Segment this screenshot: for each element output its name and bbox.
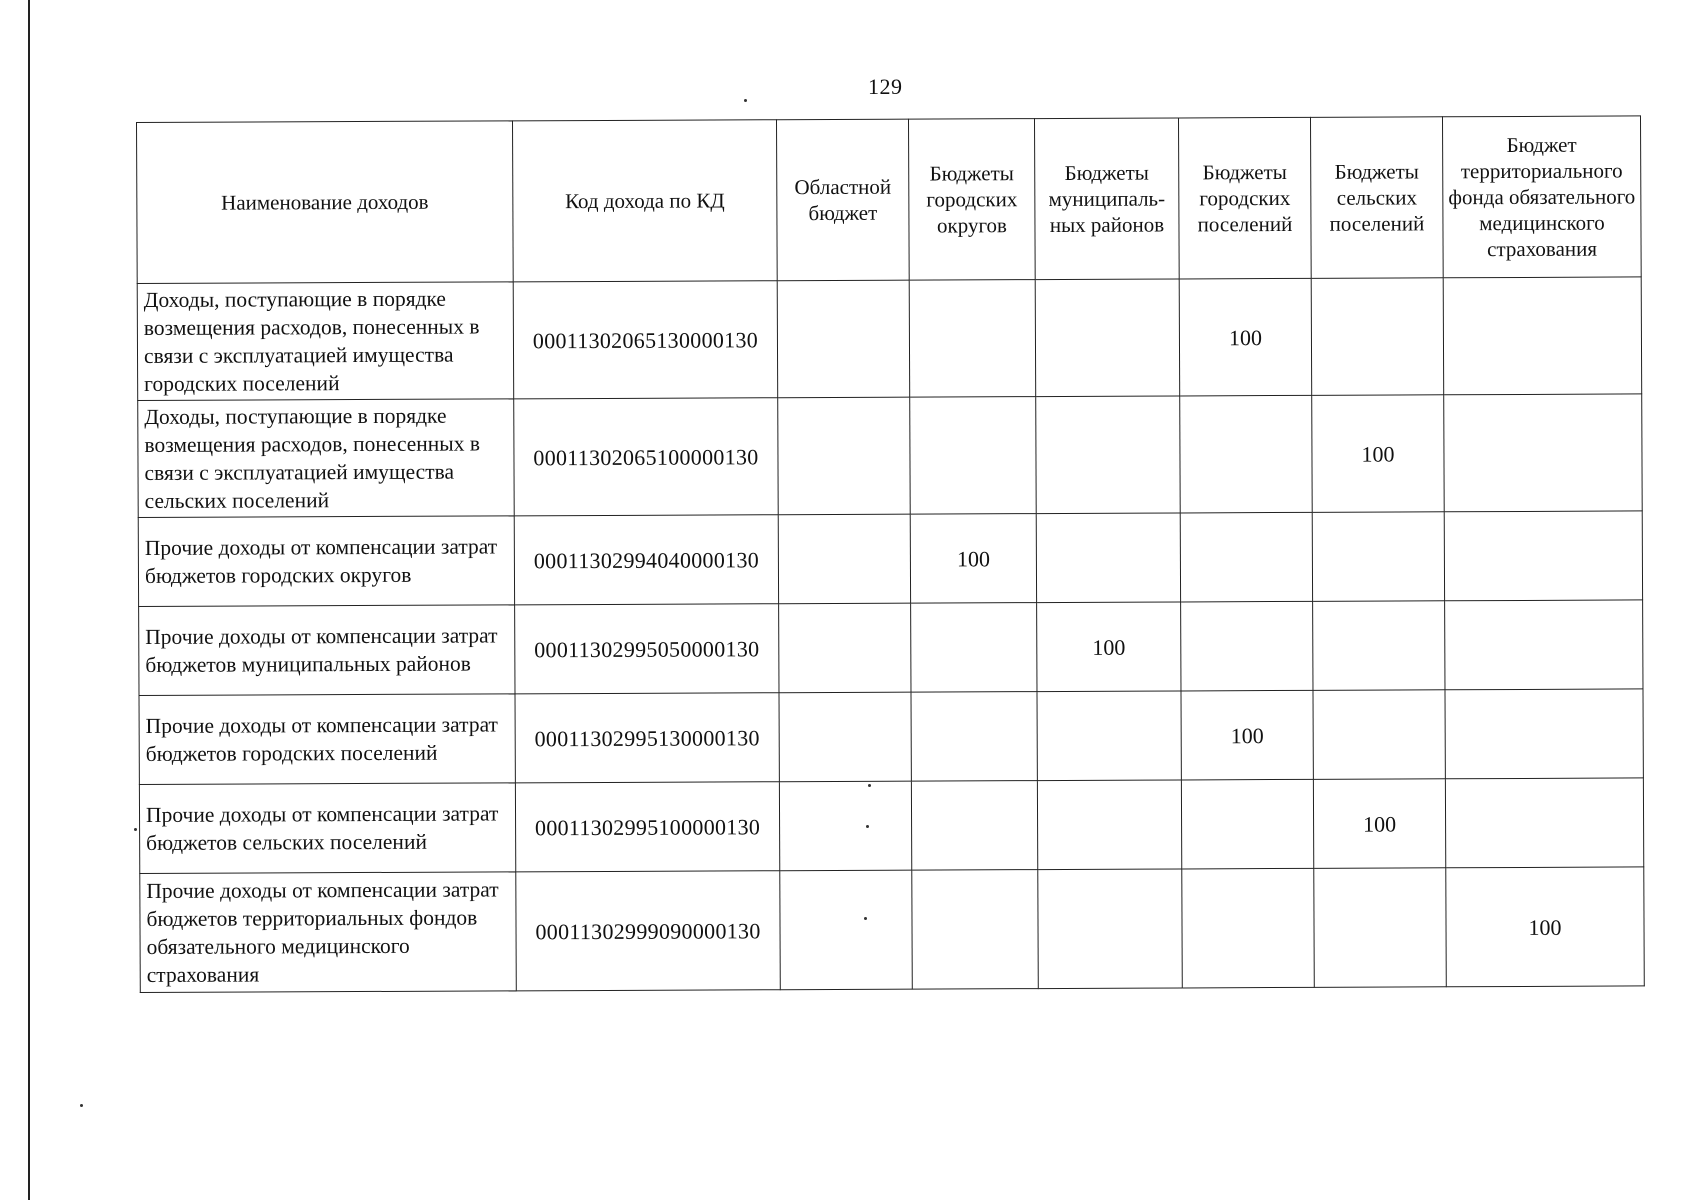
revenue-name-cell: Прочие доходы от компенсации затрат бюджетов территориальных фондов обязательного медицинского страхования [140, 872, 517, 993]
health-fund-cell [1445, 778, 1643, 868]
regional-budget-cell [779, 603, 911, 693]
regional-budget-cell [778, 397, 911, 515]
urban-settlement-cell [1182, 868, 1315, 988]
health-fund-cell [1443, 277, 1642, 395]
revenue-distribution-table [136, 115, 1645, 993]
city-district-cell [912, 870, 1039, 990]
revenue-name-cell: Доходы, поступающие в порядке возмещения расходов, понесенных в связи с эксплуатацией имущества городских поселений [137, 282, 514, 401]
page-number: 129 [868, 74, 903, 99]
health-fund-cell [1445, 689, 1643, 779]
header-rural-settlement-budgets: Бюджеты сельских поселений [1310, 117, 1443, 279]
revenue-name-cell: Прочие доходы от компенсации затрат бюджетов сельских поселений [139, 783, 515, 874]
urban-settlement-cell [1181, 779, 1313, 869]
regional-budget-cell [778, 514, 910, 604]
municipal-district-cell [1037, 691, 1181, 781]
revenue-code-cell: 00011302065130000130 [513, 281, 778, 399]
urban-settlement-cell [1180, 395, 1313, 513]
revenue-code-cell: 00011302065100000130 [514, 398, 779, 516]
scan-speck [80, 1104, 83, 1107]
table-row [137, 277, 1641, 401]
regional-budget-cell [780, 870, 913, 990]
scan-speck [744, 99, 747, 102]
municipal-district-cell [1036, 513, 1180, 603]
table-row [138, 394, 1642, 518]
table-row [140, 867, 1645, 993]
table-row [139, 689, 1643, 785]
municipal-district-cell [1038, 869, 1183, 989]
urban-settlement-cell [1181, 601, 1313, 691]
urban-settlement-cell [1180, 512, 1312, 602]
revenue-code-cell: 00011302995130000130 [515, 693, 779, 783]
urban-settlement-cell: 100 [1179, 278, 1312, 396]
regional-budget-cell [779, 781, 911, 871]
revenue-code-cell: 00011302995100000130 [515, 782, 779, 872]
table-row [139, 600, 1643, 696]
table-row [139, 778, 1643, 874]
revenue-code-cell: 00011302995050000130 [515, 604, 779, 694]
header-revenue-name: Наименование доходов [137, 121, 514, 284]
rural-settlement-cell [1313, 601, 1445, 691]
rural-settlement-cell: 100 [1312, 395, 1445, 513]
urban-settlement-cell: 100 [1181, 690, 1313, 780]
city-district-cell [911, 692, 1037, 782]
scan-speck [134, 828, 137, 831]
municipal-district-cell [1035, 279, 1180, 397]
health-fund-cell [1444, 394, 1643, 512]
city-district-cell [911, 603, 1037, 693]
regional-budget-cell [777, 280, 910, 398]
municipal-district-cell: 100 [1037, 602, 1181, 692]
rural-settlement-cell [1314, 868, 1447, 988]
header-health-insurance-fund-budget: Бюджет территориального фонда обязательного медицинского страхования [1442, 116, 1641, 278]
rural-settlement-cell [1313, 690, 1445, 780]
header-urban-settlement-budgets: Бюджеты городских поселений [1178, 117, 1311, 279]
table-row [138, 511, 1642, 607]
health-fund-cell: 100 [1446, 867, 1645, 987]
municipal-district-cell [1037, 780, 1181, 870]
regional-budget-cell [779, 692, 911, 782]
health-fund-cell [1445, 600, 1643, 690]
city-district-cell [909, 280, 1036, 398]
revenue-code-cell: 00011302994040000130 [514, 515, 778, 605]
header-city-district-budgets: Бюджеты городских округов [908, 119, 1035, 281]
municipal-district-cell [1036, 396, 1181, 514]
city-district-cell: 100 [910, 514, 1036, 604]
header-municipal-district-budgets: Бюджеты муниципаль-ных районов [1034, 118, 1179, 280]
header-regional-budget: Областной бюджет [776, 119, 909, 281]
rural-settlement-cell [1311, 278, 1444, 396]
revenue-name-cell: Прочие доходы от компенсации затрат бюджетов городских округов [138, 516, 514, 607]
revenue-name-cell: Прочие доходы от компенсации затрат бюджетов муниципальных районов [139, 605, 515, 696]
city-district-cell [910, 397, 1037, 515]
rural-settlement-cell: 100 [1313, 779, 1445, 869]
header-revenue-code: Код дохода по КД [512, 120, 777, 282]
revenue-name-cell: Доходы, поступающие в порядке возмещения расходов, понесенных в связи с эксплуатацией имущества сельских поселений [138, 399, 515, 518]
revenue-code-cell: 00011302999090000130 [516, 871, 781, 991]
city-district-cell [911, 781, 1037, 871]
rural-settlement-cell [1312, 512, 1444, 602]
page-edge-rule [28, 0, 30, 1200]
table-header-row [137, 116, 1642, 284]
revenue-name-cell: Прочие доходы от компенсации затрат бюджетов городских поселений [139, 694, 515, 785]
health-fund-cell [1444, 511, 1642, 601]
